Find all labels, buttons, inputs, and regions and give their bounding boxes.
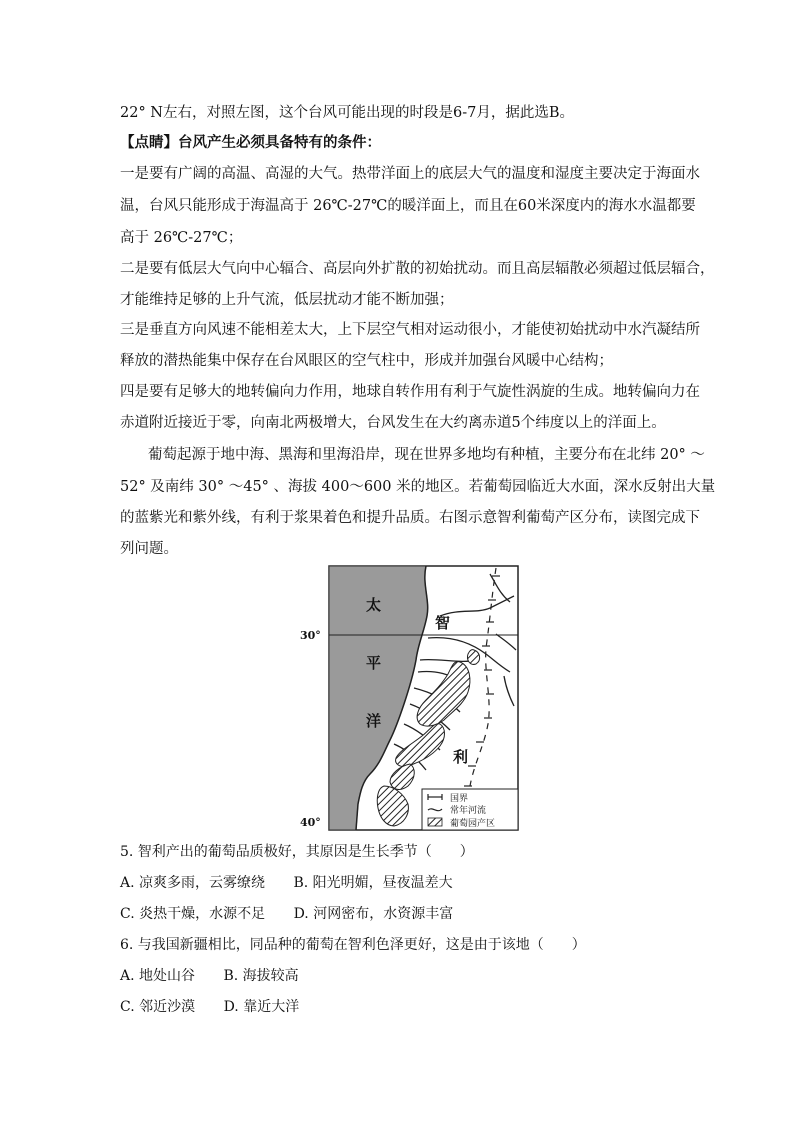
grape-intro-line: 52° 及南纬 30° ～45° 、海拔 400～600 米的地区。若葡萄园临近大水面，深水反射出大量 [120,479,716,495]
option-5d: D. 河网密布，水资源丰富 [293,906,454,922]
option-6c: C. 邻近沙漠 [120,999,196,1015]
chile-vineyard-map [300,564,520,832]
question-6-options-row-2 [120,997,323,1017]
grape-intro-line: 的蓝紫光和紫外线，有利于浆果着色和提升品质。右图示意智利葡萄产区分布，读图完成下 [120,510,700,526]
paragraph-line: 二是要有低层大气向中心辐合、高层向外扩散的初始扰动。而且高层辐散必须超过低层辐合， [120,261,715,277]
paragraph-line: 一是要有广阔的高温、高湿的大气。热带洋面上的底层大气的温度和湿度主要决定于海面水 [120,166,700,182]
paragraph-line: 高于 26℃-27℃； [120,230,243,246]
paragraph-line: 22° N左右，对照左图，这个台风可能出现的时段是6-7月，据此选B。 [120,105,575,121]
grape-intro-line: 列问题。 [120,541,178,557]
country-label-2: 利 [453,748,469,766]
question-5-stem: 5. 智利产出的葡萄品质极好，其原因是生长季节（ ） [120,844,474,860]
option-6d: D. 靠近大洋 [223,999,300,1015]
legend-border-label: 国界 [450,794,469,804]
question-6-options-row-1 [120,966,323,986]
ocean-label-3: 洋 [366,712,382,730]
option-5b: B. 阳光明媚，昼夜温差大 [293,875,453,891]
option-6a: A. 地处山谷 [120,968,196,984]
country-label-1: 智 [435,614,451,632]
paragraph-line: 释放的潜热能集中保存在台风眼区的空气柱中，形成并加强台风暖中心结构； [120,353,613,369]
paragraph-line: 才能维持足够的上升气流，低层扰动才能不断加强； [120,292,454,308]
map-legend [422,789,518,830]
tip-heading: 【点睛】台风产生必须具备特有的条件： [120,134,381,151]
legend-river-label: 常年河流 [450,806,487,816]
question-5-options-row-2 [120,904,477,924]
paragraph-line: 四是要有足够大的地转偏向力作用，地球自转作用有利于气旋性涡旋的生成。地转偏向力在 [120,384,700,400]
lat-30-label: 30° [300,629,321,642]
legend-vineyard-symbol [428,818,442,826]
question-5-options-row-1 [120,873,477,893]
question-6-stem: 6. 与我国新疆相比，同品种的葡萄在智利色泽更好，这是由于该地（ ） [120,937,586,953]
ocean-label-1: 太 [366,596,382,614]
lat-40-label: 40° [300,816,321,829]
legend-vineyard-label: 葡萄园产区 [450,819,496,829]
option-5a: A. 凉爽多雨，云雾缭绕 [120,875,266,891]
paragraph-line: 温，台风只能形成于海温高于 26℃-27℃的暖洋面上，而且在60米深度内的海水水温都要 [120,198,696,214]
grape-intro-line: 葡萄起源于地中海、黑海和里海沿岸，现在世界多地均有种植，主要分布在北纬 20° ～ [148,447,705,463]
ocean-label-2: 平 [366,654,382,672]
paragraph-line: 赤道附近接近于零，向南北两极增大，台风发生在大约离赤道5个纬度以上的洋面上。 [120,415,666,431]
option-5c: C. 炎热干燥，水源不足 [120,906,266,922]
paragraph-line: 三是垂直方向风速不能相差太大，上下层空气相对运动很小，才能使初始扰动中水汽凝结所 [120,322,700,338]
option-6b: B. 海拔较高 [223,968,299,984]
